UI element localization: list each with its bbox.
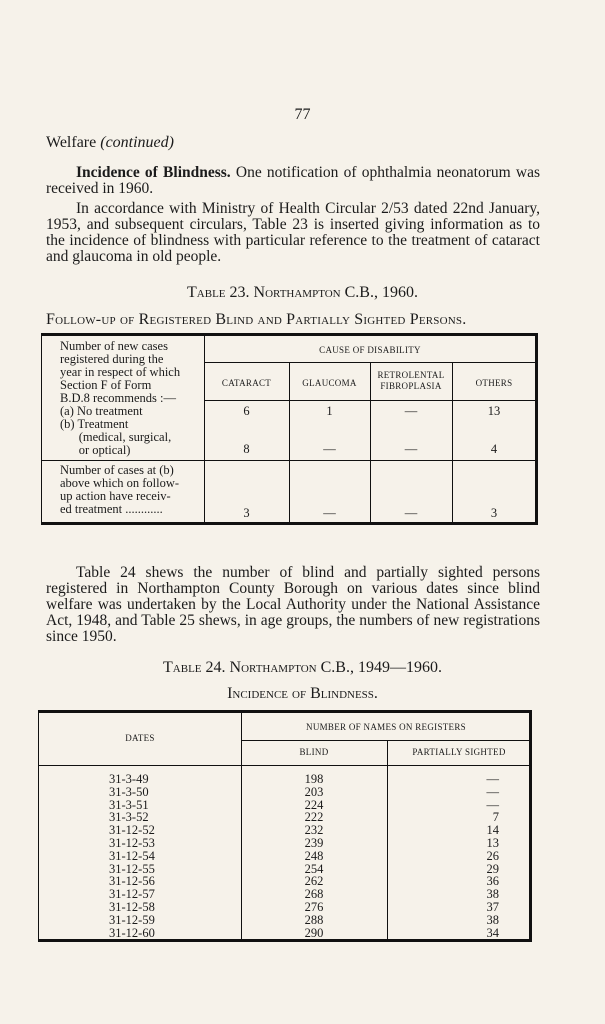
cell-a-cataract: 6 bbox=[243, 404, 250, 418]
blind-cell: 254 bbox=[304, 861, 324, 876]
paragraph-lead: Incidence of Blindness. bbox=[76, 164, 231, 181]
row-header-line: Number of new cases bbox=[60, 339, 168, 353]
blind-cell: 222 bbox=[304, 810, 324, 825]
cell-b-cataract: 8 bbox=[243, 442, 250, 456]
row-header-new-cases bbox=[60, 340, 200, 457]
blind-cell: 262 bbox=[304, 874, 324, 889]
blind-cell: 239 bbox=[304, 835, 324, 850]
blind-cell: 198 bbox=[304, 772, 324, 786]
table-divider bbox=[387, 740, 388, 939]
partial-cell: 36 bbox=[486, 874, 499, 889]
cell-a-glaucoma: 1 bbox=[326, 404, 333, 418]
partial-cell: 37 bbox=[486, 899, 499, 914]
partial-cell: 13 bbox=[486, 835, 499, 850]
date-cell: 31-12-53 bbox=[109, 835, 155, 850]
page-number: 77 bbox=[294, 106, 311, 123]
section-heading bbox=[46, 134, 174, 152]
row-header-line: ed treatment ............ bbox=[60, 502, 163, 516]
date-cell: 31-12-54 bbox=[109, 848, 155, 863]
section-title: Welfare bbox=[46, 134, 97, 151]
date-cell: 31-3-49 bbox=[109, 772, 149, 786]
col-header-retrolental: RETROLENTAL FIBROPLASIA bbox=[377, 370, 445, 391]
cell-followup-retrolental: — bbox=[404, 506, 418, 520]
partial-cell: — bbox=[486, 784, 499, 799]
cell-followup-others: 3 bbox=[490, 506, 498, 520]
partial-cell: 7 bbox=[492, 810, 499, 825]
blind-cell: 224 bbox=[304, 797, 324, 812]
col-header-blind: BLIND bbox=[299, 747, 329, 757]
partial-cell: 14 bbox=[486, 823, 499, 838]
partial-cell: 29 bbox=[486, 861, 499, 876]
cell-a-retrolental: — bbox=[404, 404, 418, 418]
table-divider bbox=[39, 765, 529, 766]
date-cell: 31-12-52 bbox=[109, 823, 155, 838]
date-cell: 31-3-51 bbox=[109, 797, 149, 812]
blind-cell: 203 bbox=[304, 784, 324, 799]
table-divider bbox=[204, 400, 535, 401]
col-header-dates: DATES bbox=[125, 733, 155, 743]
table-divider bbox=[42, 460, 535, 461]
date-cell: 31-3-50 bbox=[109, 784, 149, 799]
row-header-followup bbox=[60, 464, 200, 516]
number-of-names-header: NUMBER OF NAMES ON REGISTERS bbox=[306, 722, 466, 732]
row-header-line: (b) Treatment bbox=[60, 417, 129, 431]
table-divider bbox=[241, 740, 529, 741]
partial-cell: — bbox=[486, 772, 499, 786]
blind-cell: 276 bbox=[304, 899, 324, 914]
partial-cell: — bbox=[486, 797, 499, 812]
table-23 bbox=[41, 333, 538, 525]
table-divider bbox=[204, 362, 535, 363]
cell-a-others: 13 bbox=[487, 404, 501, 418]
date-cell: 31-12-58 bbox=[109, 899, 155, 914]
paragraph-incidence bbox=[46, 165, 540, 197]
table-24-title: Table 24. Northampton C.B., 1949—1960. bbox=[163, 659, 442, 676]
table-23-title: Table 23. Northampton C.B., 1960. bbox=[187, 284, 418, 301]
date-cell: 31-12-55 bbox=[109, 861, 155, 876]
partial-cell: 34 bbox=[486, 925, 499, 940]
paragraph-text: In accordance with Ministry of Health Circular 2/53 dated 22nd January, 1953, and subsequent circulars, Table 23 is inserted giving information as to the incidence of blindness with particular reference to the treatment of cataract and glaucoma in old people. bbox=[46, 200, 540, 265]
dates-column bbox=[109, 773, 189, 939]
table-divider bbox=[204, 336, 205, 522]
cell-b-glaucoma: — bbox=[323, 442, 336, 456]
row-header-line: Section F of Form bbox=[60, 378, 152, 392]
row-header-line: (a) No treatment bbox=[60, 404, 143, 418]
paragraph-text: One notification of ophthalmia neonatorum was received in 1960. bbox=[46, 164, 541, 197]
table-23-subtitle: Follow-up of Registered Blind and Partially Sighted Persons. bbox=[46, 311, 467, 328]
blind-cell: 290 bbox=[304, 925, 324, 940]
row-header-line: (medical, surgical, bbox=[60, 430, 172, 444]
table-24 bbox=[38, 710, 532, 942]
row-header-line: Number of cases at (b) bbox=[60, 463, 174, 477]
col-header-cataract: CATARACT bbox=[221, 378, 272, 388]
partial-cell: 38 bbox=[486, 887, 499, 902]
partially-sighted-column bbox=[429, 773, 499, 939]
blind-cell: 232 bbox=[304, 823, 324, 838]
date-cell: 31-12-60 bbox=[109, 925, 155, 940]
row-header-line: registered during the bbox=[60, 352, 164, 366]
partial-cell: 38 bbox=[486, 912, 499, 927]
blind-cell: 268 bbox=[304, 887, 324, 902]
row-header-line: year in respect of which bbox=[60, 365, 181, 379]
row-header-line: B.D.8 recommends :— bbox=[60, 391, 176, 405]
row-header-line: above which on follow- bbox=[60, 476, 180, 490]
table-24-subtitle: Incidence of Blindness. bbox=[227, 685, 378, 702]
paragraph-table24-intro bbox=[46, 565, 540, 645]
date-cell: 31-12-59 bbox=[109, 912, 155, 927]
section-suffix: (continued) bbox=[100, 134, 174, 151]
date-cell: 31-3-52 bbox=[109, 810, 149, 825]
blind-column bbox=[241, 773, 387, 939]
blind-cell: 248 bbox=[304, 848, 324, 863]
row-header-line: or optical) bbox=[60, 443, 131, 457]
date-cell: 31-12-57 bbox=[109, 887, 155, 902]
paragraph-text: Table 24 shews the number of blind and partially sighted persons registered in Northampton County Borough on various dates since blind welfare was undertaken by the Local Authority under the National Assistance Act, 1948, and Table 25 shews, in age groups, the numbers of new registrations since 1950. bbox=[46, 564, 540, 645]
paragraph-circular bbox=[46, 201, 540, 265]
blind-cell: 288 bbox=[304, 912, 324, 927]
cause-of-disability-header: CAUSE OF DISABILITY bbox=[319, 345, 421, 355]
col-header-others: OTHERS bbox=[475, 378, 513, 388]
cell-b-others: 4 bbox=[490, 442, 498, 456]
date-cell: 31-12-56 bbox=[109, 874, 155, 889]
partial-cell: 26 bbox=[486, 848, 499, 863]
row-header-line: up action have receiv- bbox=[60, 489, 171, 503]
cell-followup-cataract: 3 bbox=[243, 506, 250, 520]
cell-followup-glaucoma: — bbox=[323, 506, 336, 520]
cell-b-retrolental: — bbox=[404, 442, 418, 456]
col-header-partially-sighted: PARTIALLY SIGHTED bbox=[412, 747, 506, 757]
col-header-glaucoma: GLAUCOMA bbox=[302, 378, 357, 388]
